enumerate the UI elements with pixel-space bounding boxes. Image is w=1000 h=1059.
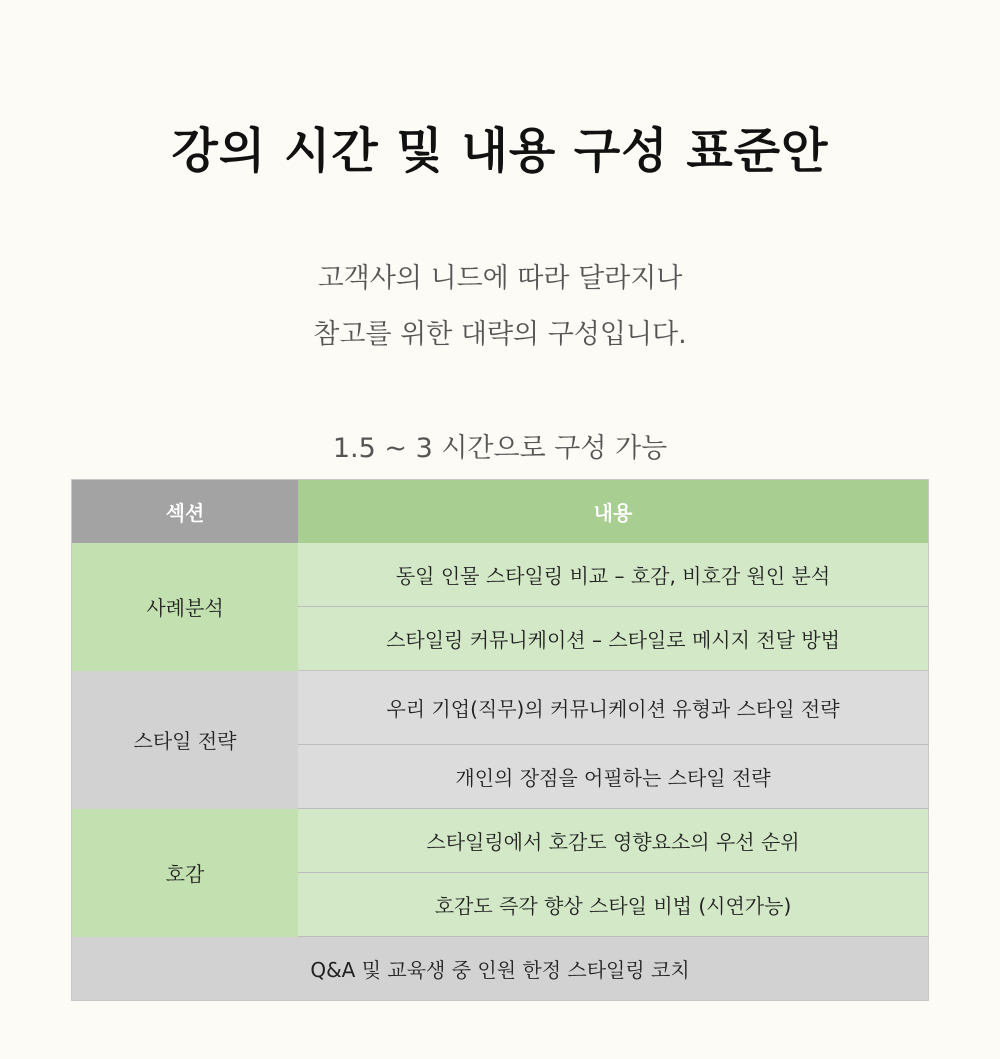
header-section: 섹션 [72, 480, 299, 544]
qa-footer-cell: Q&A 및 교육생 중 인원 한정 스타일링 코치 [72, 937, 929, 1001]
table-header-row [72, 480, 929, 544]
content-cell: 우리 기업(직무)의 커뮤니케이션 유형과 스타일 전략 [298, 671, 929, 745]
table-row [72, 543, 929, 607]
header-content: 내용 [298, 480, 929, 544]
content-cell: 동일 인물 스타일링 비교 – 호감, 비호감 원인 분석 [298, 543, 929, 607]
subtitle-line-2: 참고를 위한 대략의 구성입니다. [313, 319, 687, 350]
duration-note: 1.5 ~ 3 시간으로 구성 가능 [332, 433, 668, 464]
lecture-plan-table [71, 479, 929, 1001]
content-cell: 호감도 즉각 향상 스타일 비법 (시연가능) [298, 873, 929, 937]
page-title: 강의 시간 및 내용 구성 표준안 [171, 123, 829, 179]
content-cell: 개인의 장점을 어필하는 스타일 전략 [298, 745, 929, 809]
content-cell: 스타일링에서 호감도 영향요소의 우선 순위 [298, 809, 929, 873]
section-cell-case-analysis: 사례분석 [72, 543, 299, 671]
content-cell: 스타일링 커뮤니케이션 – 스타일로 메시지 전달 방법 [298, 607, 929, 671]
section-cell-likability: 호감 [72, 809, 299, 937]
table-row [72, 809, 929, 873]
table-row [72, 937, 929, 1001]
table-row [72, 671, 929, 745]
subtitle-line-1: 고객사의 니드에 따라 달라지나 [317, 263, 683, 294]
section-cell-style-strategy: 스타일 전략 [72, 671, 299, 809]
